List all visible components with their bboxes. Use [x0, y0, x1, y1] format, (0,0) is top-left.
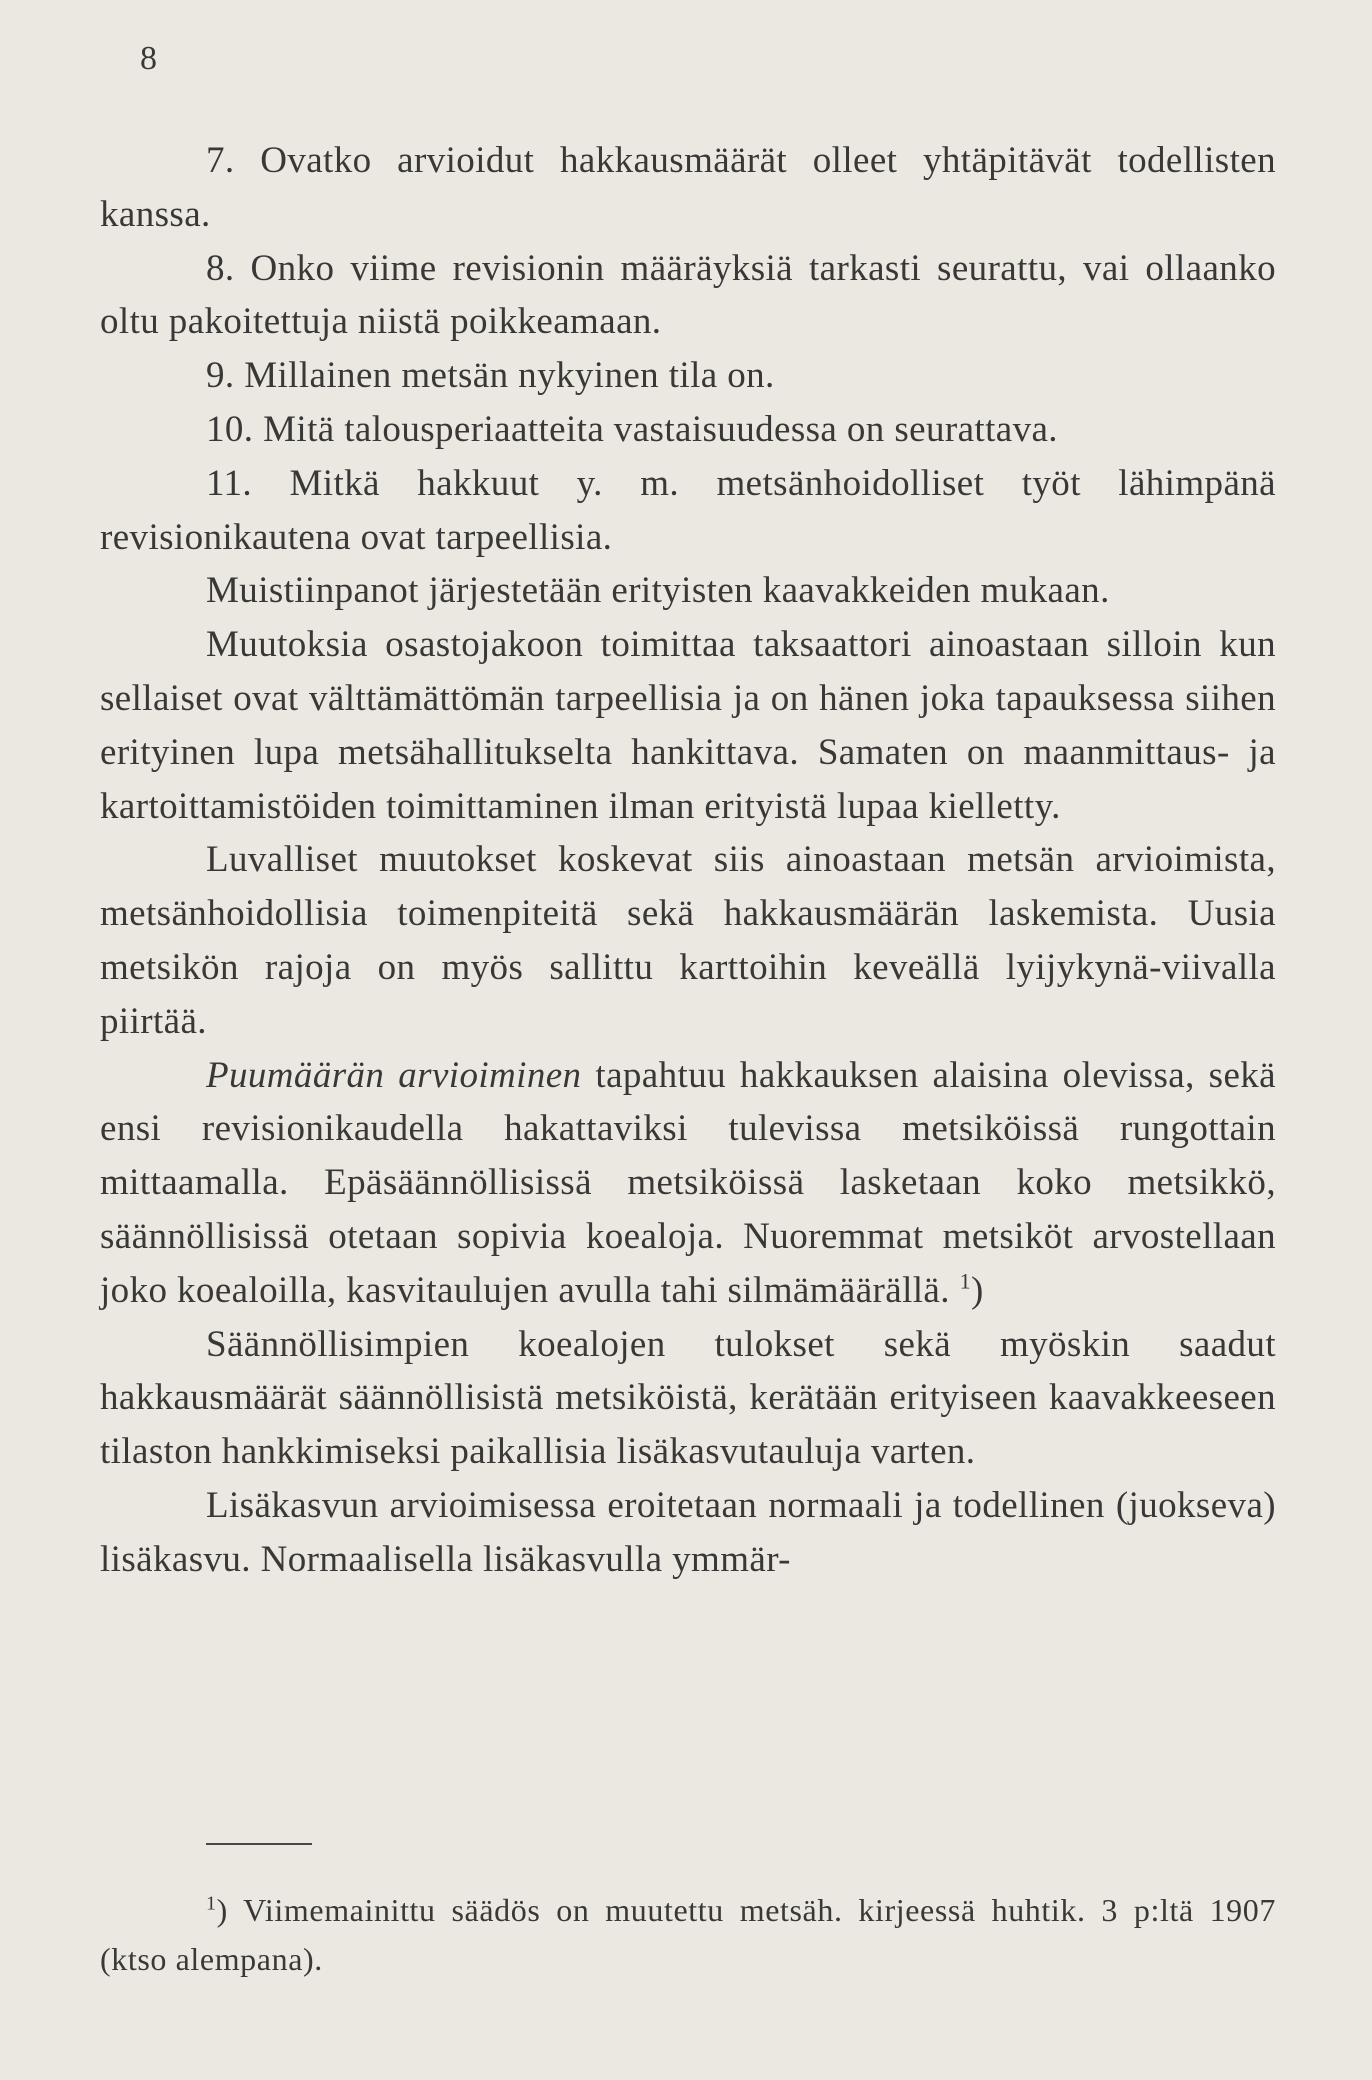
paragraph-allowed-changes: Luvalliset muutokset koskevat siis ainoastaan metsän arvioimista, metsänhoidollisia toimenpiteitä sekä hakkausmäärän laskemista. Uusia metsikön rajoja on myös sallittu karttoihin keveällä lyijykynä-viivalla piirtää.: [100, 839, 1276, 1042]
paragraph-item-8: 8. Onko viime revisionin määräyksiä tarkasti seurattu, vai ollaanko oltu pakoitettuja niistä poikkeamaan.: [100, 247, 1276, 343]
footnote: [100, 1886, 1276, 1984]
footnote-divider: [206, 1843, 312, 1845]
footnote-reference-paren: ): [970, 1269, 984, 1311]
paragraph-item-10: 10. Mitä talousperiaatteita vastaisuudessa on seurattava.: [206, 408, 1058, 450]
paragraph-item-9: 9. Millainen metsän nykyinen tila on.: [206, 355, 775, 397]
footnote-marker: 1: [206, 1892, 217, 1915]
body-text: [100, 134, 1276, 1587]
footnote-reference: 1: [959, 1268, 971, 1294]
paragraph-notes: Muistiinpanot järjestetään erityisten kaavakkeiden mukaan.: [206, 570, 1110, 612]
paragraph-sample-plots: Säännöllisimpien koealojen tulokset sekä myöskin saadut hakkausmäärät säännöllisistä metsiköistä, kerätään erityiseen kaavakkeeseen tilaston hankkimiseksi paikallisia lisäkasvutauluja varten.: [100, 1323, 1276, 1473]
paragraph-item-11: 11. Mitkä hakkuut y. m. metsänhoidolliset työt lähimpänä revisionikautena ovat tarpeellisia.: [100, 462, 1276, 558]
page-number: 8: [140, 40, 157, 77]
paragraph-volume-text: tapahtuu hakkauksen alaisina olevissa, sekä ensi revisionikaudella hakattaviksi tulevissa metsiköissä rungottain mittaamalla. Epäsäännöllisissä metsiköissä lasketaan koko metsikkö, säännöllisissä otetaan sopivia koealoja. Nuoremmat metsiköt arvostellaan joko koealoilla, kasvitaulujen avulla tahi silmämäärällä.: [100, 1054, 1276, 1311]
paragraph-increment: Lisäkasvun arvioimisessa eroitetaan normaali ja todellinen (juokseva) lisäkasvu. Normaalisella lisäkasvulla ymmär-: [100, 1484, 1276, 1580]
footnote-text: ) Viimemainittu säädös on muutettu metsäh. kirjeessä huhtik. 3 p:ltä 1907 (ktso alempana).: [100, 1892, 1276, 1977]
paragraph-changes: Muutoksia osastojakoon toimittaa taksaattori ainoastaan silloin kun sellaiset ovat välttämättömän tarpeellisia ja on hänen joka tapauksessa siihen erityinen lupa metsähallitukselta hankittava. Samaten on maanmittaus- ja kartoittamistöiden toimittaminen ilman erityistä lupaa kielletty.: [100, 624, 1276, 827]
paragraph-item-7: 7. Ovatko arvioidut hakkausmäärät olleet yhtäpitävät todellisten kanssa.: [100, 140, 1276, 235]
paragraph-volume-estimation: [100, 1049, 1276, 1318]
emphasized-term: Puumäärän arvioiminen: [206, 1054, 582, 1096]
